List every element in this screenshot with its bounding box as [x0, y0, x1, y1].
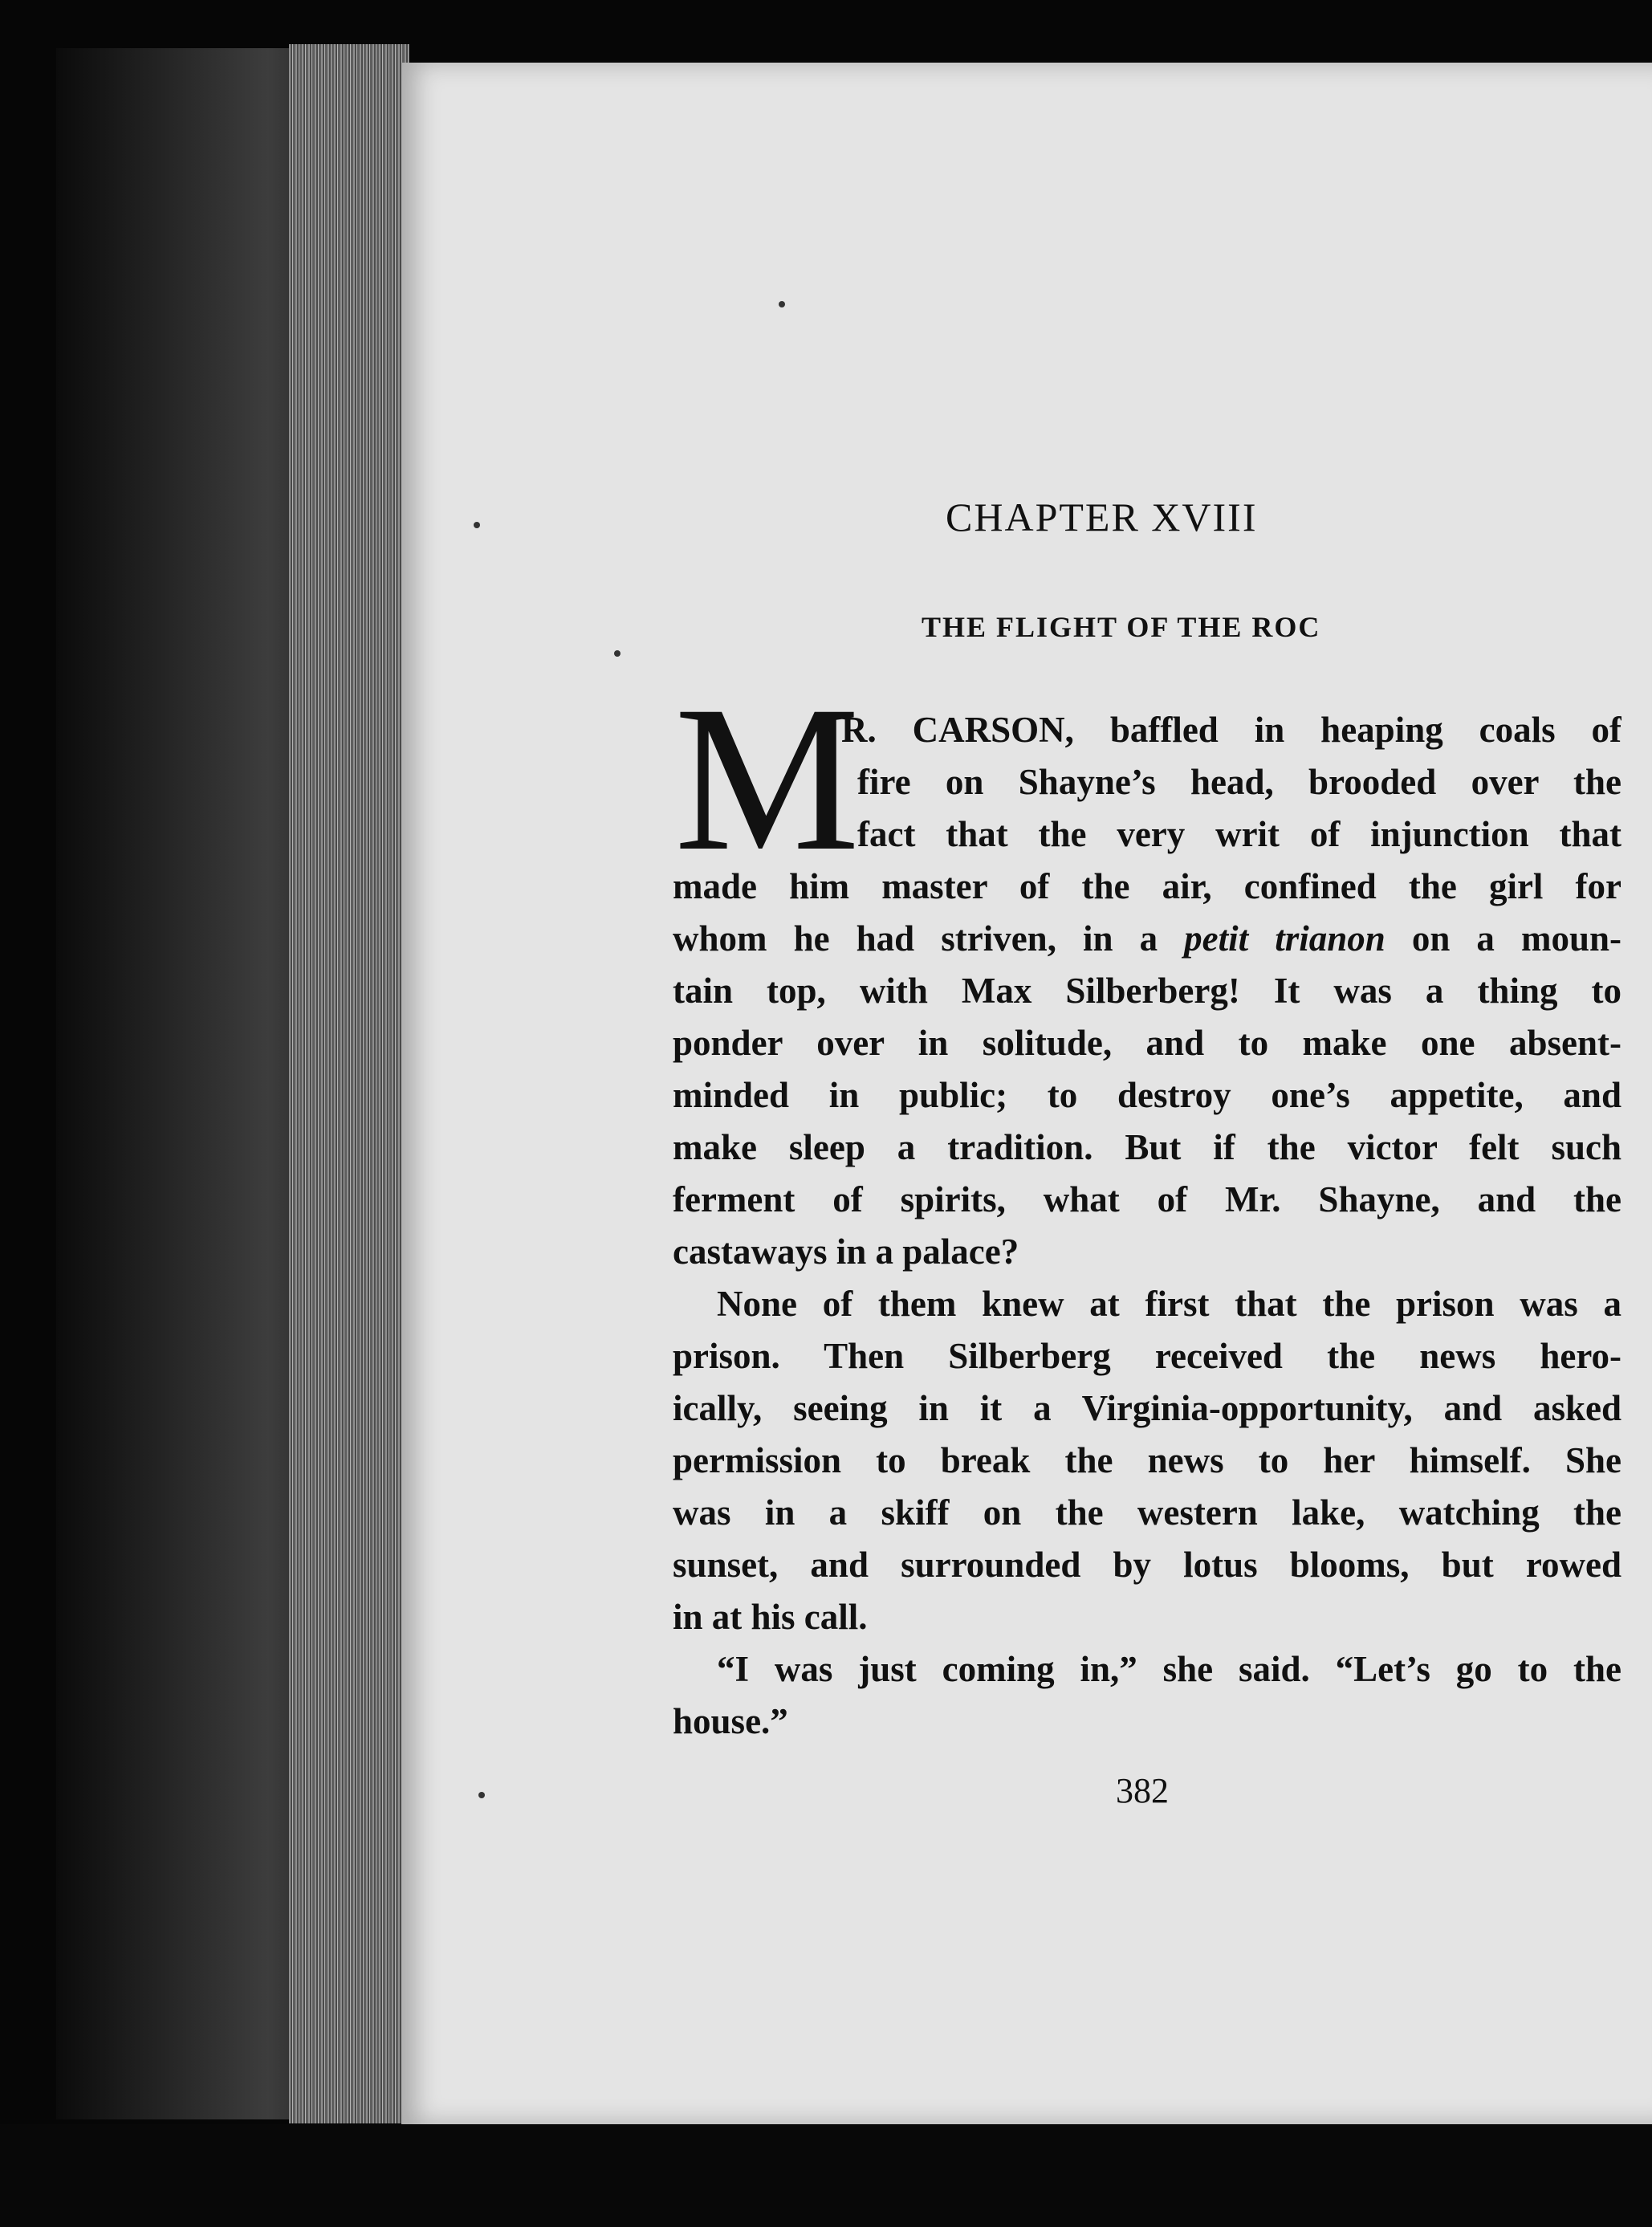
text-line: prison. Then Silberberg received the news hero- [673, 1336, 1621, 1376]
text-line: sunset, and surrounded by lotus blooms, but rowed [673, 1545, 1621, 1585]
text-line: castaways in a palace? [673, 1232, 1019, 1272]
text-line: minded in public; to destroy one’s appetite, and [673, 1075, 1621, 1115]
scan-speck [614, 650, 621, 657]
text-line: made him master of the air, confined the girl for [673, 866, 1621, 906]
text-line: tain top, with Max Silberberg! It was a thing to [673, 971, 1621, 1011]
scan-speck [478, 1792, 485, 1798]
page-number: 382 [1116, 1771, 1169, 1810]
text-line: house.” [673, 1701, 788, 1741]
text-line: make sleep a tradition. But if the victor felt such [673, 1127, 1621, 1167]
text-line: ferment of spirits, what of Mr. Shayne, and the [673, 1179, 1621, 1219]
italic-phrase: petit trianon [1184, 918, 1385, 959]
text-line: permission to break the news to her himself. She [673, 1440, 1621, 1480]
text-line: “I was just coming in,” she said. “Let’s go to the [717, 1649, 1621, 1689]
text-line: R. CARSON, baffled in heaping coals of [841, 710, 1621, 750]
scan-speck [779, 301, 785, 307]
drop-cap: M [674, 663, 861, 894]
text-line: ically, seeing in it a Virginia-opportunity, and asked [673, 1388, 1621, 1428]
scan-speck [474, 522, 480, 528]
page-edges [289, 44, 409, 2123]
text-line: in at his call. [673, 1597, 868, 1637]
text-line: ponder over in solitude, and to make one absent- [673, 1023, 1621, 1063]
text-line: whom he had striven, in a petit trianon on a moun- [673, 918, 1621, 959]
chapter-subtitle: THE FLIGHT OF THE ROC [922, 611, 1321, 643]
chapter-title: CHAPTER XVIII [946, 495, 1258, 539]
text-line: None of them knew at first that the prison was a [717, 1284, 1621, 1324]
text-line: was in a skiff on the western lake, watching the [673, 1492, 1621, 1533]
text-line: fact that the very writ of injunction that [857, 814, 1621, 854]
text-line: fire on Shayne’s head, brooded over the [857, 762, 1621, 802]
scan-border [0, 2124, 1652, 2227]
